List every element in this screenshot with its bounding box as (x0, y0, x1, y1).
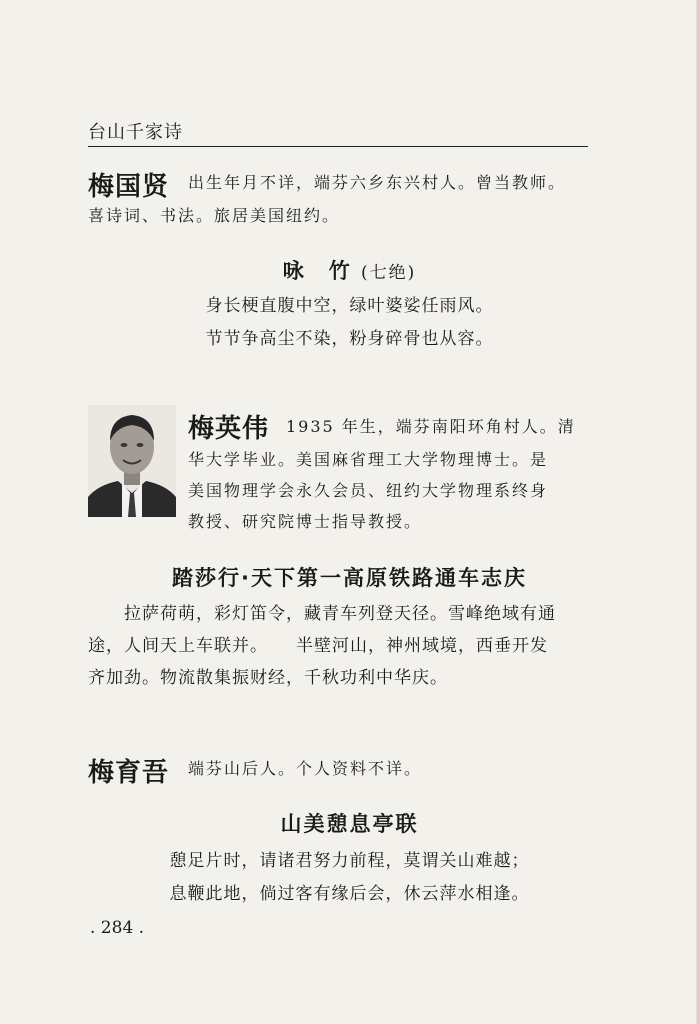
poem-line (88, 630, 588, 662)
poem-title: 踏莎行·天下第一高原铁路通车志庆 (172, 566, 527, 590)
poem-title: 山美憩息亭联 (280, 812, 419, 836)
poem-line: 节节争高尘不染，粉身碎骨也从容。 (205, 329, 494, 349)
entry-bio-line: 教授、研究院博士指导教授。 (188, 512, 423, 531)
poem-line: 齐加劲。物流散集振财经，千秋功利中华庆。 (88, 668, 448, 688)
header-rule (88, 146, 588, 147)
poem-line: 身长梗直腹中空，绿叶婆娑任雨风。 (205, 296, 494, 316)
portrait-photo-icon (88, 405, 176, 517)
page-number: . 284 . (90, 918, 145, 938)
entry-name: 梅国贤 (88, 172, 170, 202)
entry-name: 梅育吾 (88, 758, 170, 788)
poem-form: (七绝) (361, 263, 417, 283)
entry-bio-line: 端芬山后人。个人资料不详。 (188, 759, 423, 778)
poem-line-segment: 途，人间天上车联并。 (88, 636, 268, 656)
entry-name: 梅英伟 (188, 414, 270, 444)
entry-bio-line: 美国物理学会永久会员、纽约大学物理系终身 (188, 481, 549, 500)
entry-bio-line: 1935 年生，端芬南阳环角村人。清 (286, 417, 576, 436)
poem-line: 憩足片时，请诸君努力前程，莫谓关山难越； (169, 851, 530, 871)
poem-line: 息鞭此地，倘过客有缘后会，休云萍水相逢。 (169, 884, 530, 904)
running-head: 台山千家诗 (88, 122, 183, 143)
poem-title (0, 255, 699, 285)
entry-bio-line: 喜诗词、书法。旅居美国纽约。 (88, 206, 341, 225)
poem-title-text: 咏 竹 (282, 259, 352, 283)
entry-bio-line: 出生年月不详，端芬六乡东兴村人。曾当教师。 (188, 173, 567, 192)
entry-bio-line: 华大学毕业。美国麻省理工大学物理博士。是 (188, 450, 549, 469)
poem-line-segment: 半壁河山，神州域境，西垂开发 (296, 636, 548, 656)
poem-line: 拉萨荷萌，彩灯笛令，藏青车列登天径。雪峰绝域有通 (124, 604, 556, 624)
